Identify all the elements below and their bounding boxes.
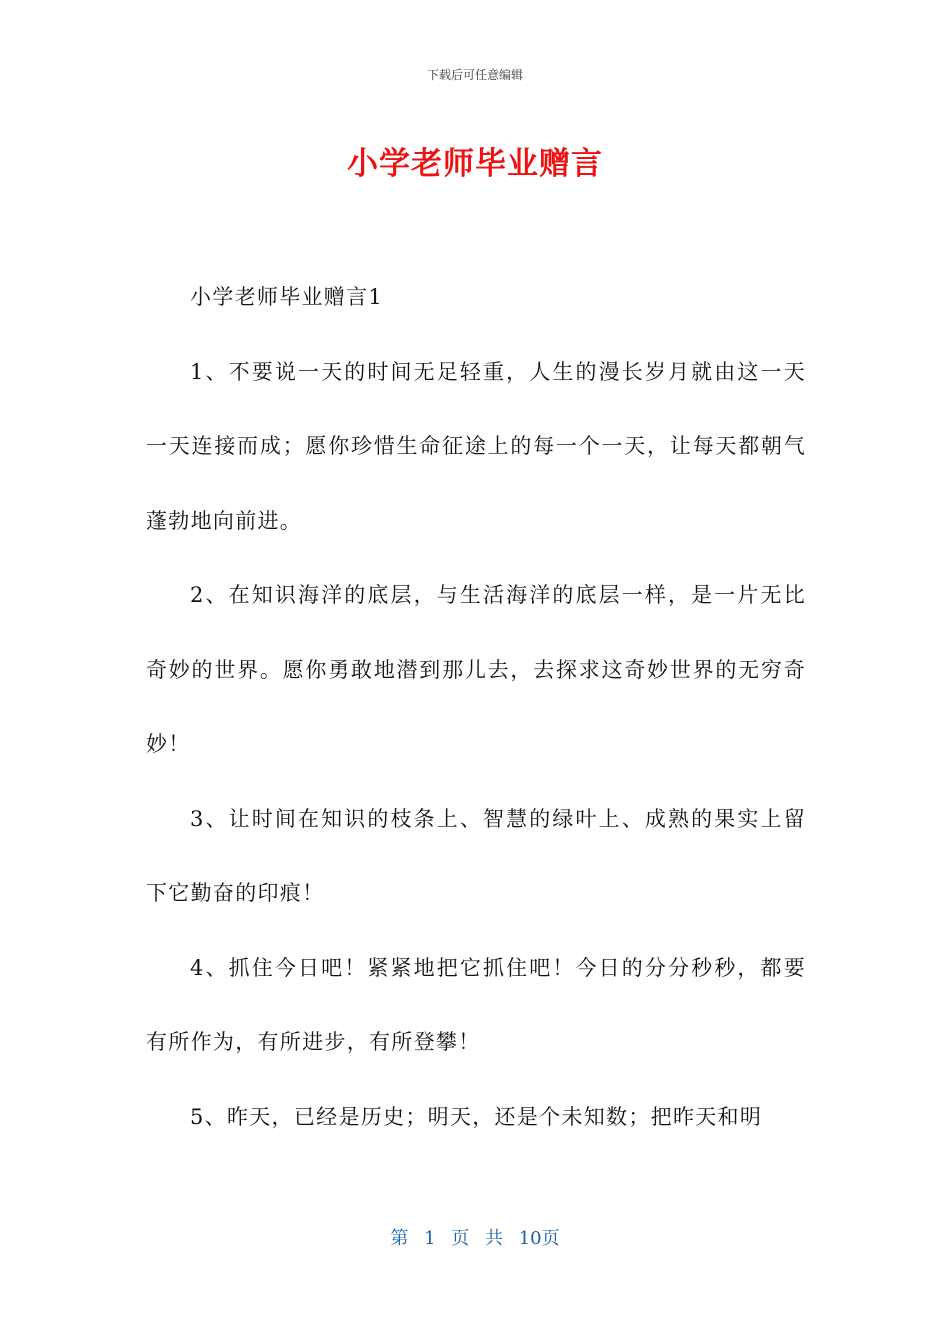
paragraph-5: 5、昨天，已经是历史；明天，还是个未知数；把昨天和明 [190, 1104, 763, 1129]
document-title: 小学老师毕业赠言 [347, 146, 603, 182]
page-footer: 第 1 页 共 10页 [390, 1228, 560, 1249]
document-body [146, 260, 806, 1154]
paragraph-3: 3、让时间在知识的枝条上、智慧的绿叶上、成熟的果实上留下它勤奋的印痕！ [146, 806, 806, 905]
section-heading: 小学老师毕业赠言1 [190, 285, 384, 309]
header-note: 下载后可任意编辑 [426, 68, 523, 82]
paragraph-2: 2、在知识海洋的底层，与生活海洋的底层一样，是一片无比奇妙的世界。愿你勇敢地潜到那儿去，去探求这奇妙世界的无穷奇妙！ [146, 583, 806, 756]
paragraph-4: 4、抓住今日吧！紧紧地把它抓住吧！今日的分分秒秒，都要有所作为，有所进步，有所登攀！ [146, 955, 806, 1054]
paragraph-1: 1、不要说一天的时间无足轻重，人生的漫长岁月就由这一天一天连接而成；愿你珍惜生命征途上的每一个一天，让每天都朝气蓬勃地向前进。 [146, 359, 806, 533]
